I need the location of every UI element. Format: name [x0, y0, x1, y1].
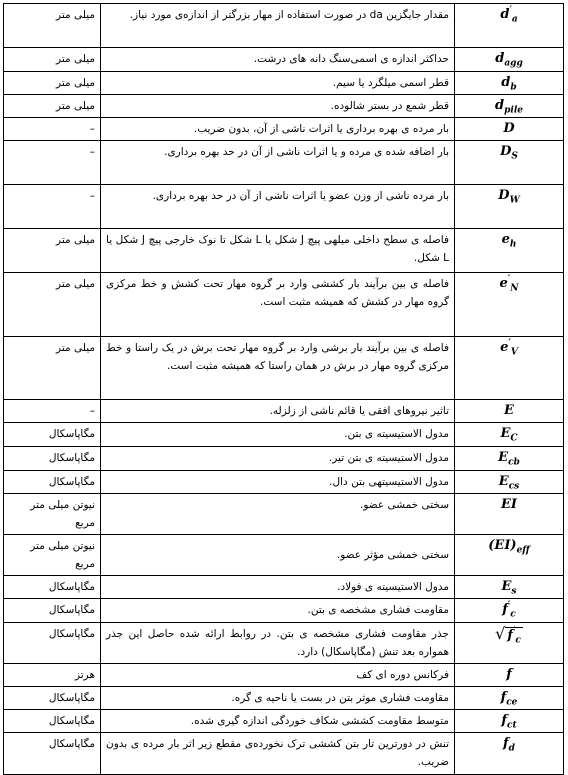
unit-cell: – [4, 118, 101, 141]
symbol-cell: $f'_c$ [455, 599, 564, 623]
description-cell: فاصله ی سطح داخلی میلهی پیچ J شکل یا L شکل تا نوک خارجی پیچ J شکل یا L شکل. [101, 229, 455, 273]
table-row [4, 599, 564, 623]
symbol-cell: $d'_a$ [455, 4, 564, 48]
description-cell: قطر اسمی میلگرد یا سیم. [101, 72, 455, 95]
table-row [4, 48, 564, 72]
table-row [4, 664, 564, 687]
unit-cell: هرتز [4, 664, 101, 687]
description-cell: فرکانس دوره ای کف [101, 664, 455, 687]
description-cell: مدول الاستیسیته ی فولاد. [101, 576, 455, 599]
unit-cell: میلی متر [4, 337, 101, 400]
description-cell: مقاومت فشاری موثر بتن در بست یا ناحیه ی گره. [101, 687, 455, 710]
description-cell: فاصله ی بین برآیند بار برشی وارد بر گروه مهار تحت برش در یک راستا و خط مرکزی گروه مهار در برش در همان راستا که همیشه مثبت است. [101, 337, 455, 400]
description-cell: مدول الاستیسیته ی بتن تیر. [101, 447, 455, 471]
unit-cell: مگاپاسکال [4, 471, 101, 494]
symbol-cell: D [455, 118, 564, 141]
description-cell: حداکثر اندازه ی اسمی‌سنگ دانه های درشت. [101, 48, 455, 72]
symbol-cell: EI [455, 494, 564, 535]
table-row [4, 72, 564, 95]
symbol-cell: $D_S$ [455, 141, 564, 185]
unit-cell: مگاپاسکال [4, 710, 101, 733]
symbol-cell: $f_d$ [455, 733, 564, 775]
unit-cell: میلی متر [4, 95, 101, 118]
description-cell: تنش در دورترین تار بتن کششی ترک نخورده‌ی مقطع زیر اثر بار مرده ی بدون ضریب. [101, 733, 455, 775]
symbol-cell: f [455, 664, 564, 687]
unit-cell: مگاپاسکال [4, 576, 101, 599]
description-cell: فاصله ی بین برآیند بار کششی وارد بر گروه مهار تحت کشش و خط مرکزی گروه مهار در کشش که همیشه مثبت است. [101, 273, 455, 337]
table-row [4, 4, 564, 48]
table-row [4, 447, 564, 471]
table-row [4, 710, 564, 733]
unit-cell: میلی متر [4, 48, 101, 72]
table-row [4, 494, 564, 535]
unit-cell: نیوتن میلی متر مربع [4, 494, 101, 535]
symbol-cell: √ $f'_c$ [455, 623, 564, 664]
table-row [4, 400, 564, 423]
table-row [4, 118, 564, 141]
symbol-cell: $d_b$ [455, 72, 564, 95]
description-cell: تاثیر نیروهای افقی یا قائم ناشی از زلزله. [101, 400, 455, 423]
description-cell: مقاومت فشاری مشخصه ی بتن. [101, 599, 455, 623]
symbol-cell: E [455, 400, 564, 423]
symbol-cell: $e'_N$ [455, 273, 564, 337]
description-cell: متوسط مقاومت کششی شکاف خوردگی اندازه گیری شده. [101, 710, 455, 733]
table-row [4, 471, 564, 494]
unit-cell: مگاپاسکال [4, 447, 101, 471]
unit-cell: مگاپاسکال [4, 599, 101, 623]
symbol-cell: $e'_V$ [455, 337, 564, 400]
description-cell: سختی خمشی عضو. [101, 494, 455, 535]
table-row [4, 733, 564, 775]
unit-cell: مگاپاسکال [4, 733, 101, 775]
table-row [4, 273, 564, 337]
table-row [4, 535, 564, 576]
table-row [4, 687, 564, 710]
unit-cell: میلی متر [4, 273, 101, 337]
description-cell: بار مرده ی بهره برداری یا اثرات ناشی از آن، بدون ضریب. [101, 118, 455, 141]
unit-cell: مگاپاسکال [4, 623, 101, 664]
symbol-cell: $d_{pile}$ [455, 95, 564, 118]
table-row [4, 576, 564, 599]
description-cell: مقدار جایگزین da در صورت استفاده از مهار بزرگتر از اندازه‌ی مورد نیاز. [101, 4, 455, 48]
table-row [4, 95, 564, 118]
description-cell: بار اضافه شده ی مرده و یا اثرات ناشی از آن در حد بهره برداری. [101, 141, 455, 185]
description-cell: سختی خمشی مؤثر عضو. [101, 535, 455, 576]
unit-cell: مگاپاسکال [4, 423, 101, 447]
symbol-cell: $E_{cb}$ [455, 447, 564, 471]
symbol-cell: $D_W$ [455, 185, 564, 229]
description-cell: مدول الاستیسیتهی بتن دال. [101, 471, 455, 494]
symbol-cell: $E_{cs}$ [455, 471, 564, 494]
table-row [4, 141, 564, 185]
unit-cell: نیوتن میلی متر مربع [4, 535, 101, 576]
table-row [4, 185, 564, 229]
symbol-cell: $E_C$ [455, 423, 564, 447]
description-cell: مدول الاستیسیته ی بتن. [101, 423, 455, 447]
symbols-table [3, 3, 564, 775]
unit-cell: – [4, 141, 101, 185]
table-row [4, 423, 564, 447]
symbol-cell: $d_{agg}$ [455, 48, 564, 72]
table-row [4, 229, 564, 273]
symbol-cell: $(EI)_{eff}$ [455, 535, 564, 576]
description-cell: قطر شمع در بستر شالوده. [101, 95, 455, 118]
unit-cell: میلی متر [4, 229, 101, 273]
unit-cell: میلی متر [4, 72, 101, 95]
table-row [4, 337, 564, 400]
unit-cell: مگاپاسکال [4, 687, 101, 710]
description-cell: بار مرده ناشی از وزن عضو یا اثرات ناشی از آن در حد بهره برداری. [101, 185, 455, 229]
symbol-cell: $E_s$ [455, 576, 564, 599]
symbol-cell: $f_{ce}$ [455, 687, 564, 710]
unit-cell: – [4, 400, 101, 423]
symbol-cell: $f_{ct}$ [455, 710, 564, 733]
unit-cell: میلی متر [4, 4, 101, 48]
table-row [4, 623, 564, 664]
symbol-cell: $e_h$ [455, 229, 564, 273]
description-cell: جذر مقاومت فشاری مشخصه ی بتن. در روابط ارائه شده حاصل این جذر همواره بعد تنش (مگاپاسکال) دارد. [101, 623, 455, 664]
unit-cell: – [4, 185, 101, 229]
